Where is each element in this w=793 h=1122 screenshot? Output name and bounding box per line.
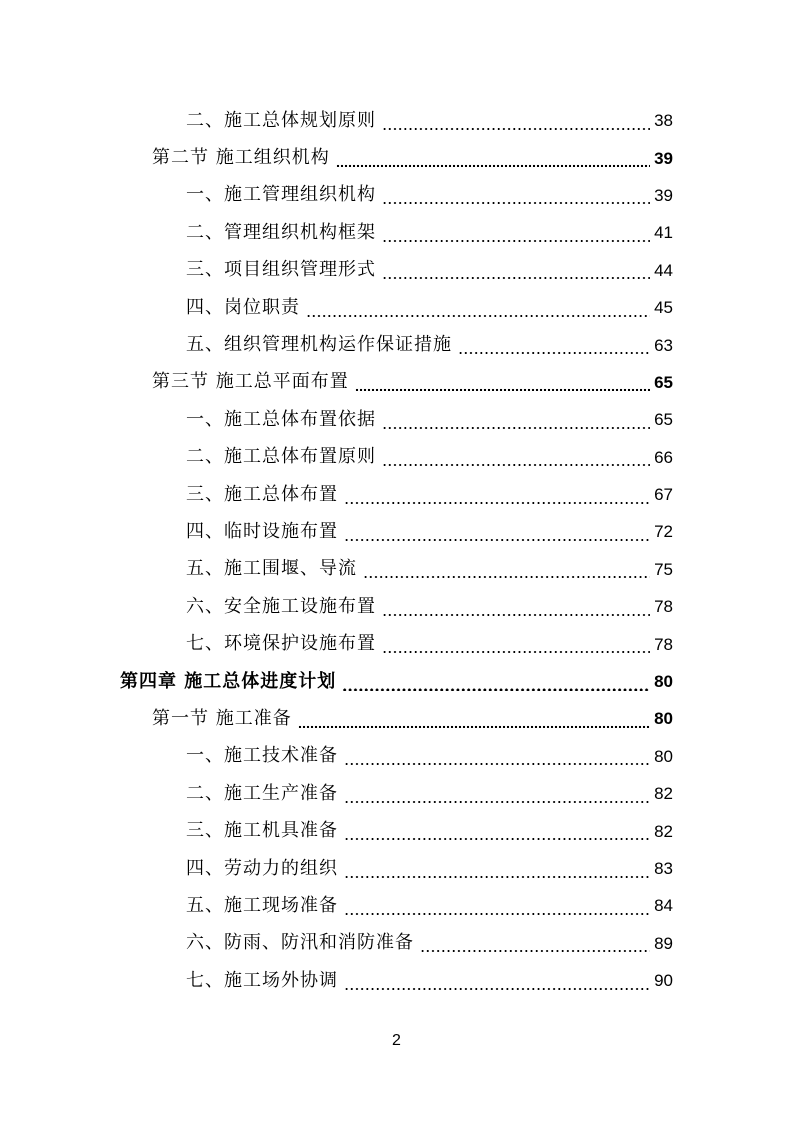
toc-entry-page: 78 [654, 597, 673, 617]
toc-entry-label: 第三节 施工总平面布置 [152, 371, 349, 393]
toc-entry-page: 83 [654, 859, 673, 878]
toc-dot-leader [382, 112, 650, 130]
toc-entry-page: 44 [654, 260, 673, 280]
toc-entry-label: 五、组织管理机构运作保证措施 [186, 334, 452, 356]
toc-dot-leader [298, 710, 650, 728]
toc-entry[interactable] [0, 513, 793, 550]
toc-entry[interactable] [0, 326, 793, 363]
toc-entry-page: 63 [654, 335, 673, 355]
toc-entry-page: 66 [654, 447, 673, 467]
toc-entry-page: 82 [654, 784, 673, 804]
toc-section-entry[interactable] [0, 364, 793, 401]
toc-entry-page: 65 [654, 372, 673, 392]
toc-dot-leader [344, 785, 650, 803]
toc-entry-page: 82 [654, 821, 673, 841]
toc-entry[interactable] [0, 401, 793, 438]
toc-entry-page: 38 [654, 111, 673, 131]
toc-dot-leader [382, 635, 650, 653]
toc-entry-label: 一、施工技术准备 [186, 745, 338, 767]
toc-entry-page: 75 [654, 559, 673, 579]
toc-entry-label: 二、施工总体规划原则 [186, 109, 376, 131]
toc-entry-label: 二、施工总体布置原则 [186, 446, 376, 468]
toc-entry-page: 80 [654, 709, 673, 729]
toc-dot-leader [344, 860, 650, 878]
toc-entry-page: 39 [654, 148, 673, 168]
toc-dot-leader [382, 186, 650, 204]
toc-entry[interactable] [0, 214, 793, 251]
toc-entry-page: 90 [654, 971, 673, 991]
toc-entry-label: 七、环境保护设施布置 [186, 633, 376, 655]
toc-dot-leader [344, 822, 650, 840]
toc-entry-label: 六、防雨、防汛和消防准备 [186, 932, 414, 954]
toc-entry[interactable] [0, 775, 793, 812]
toc-dot-leader [458, 336, 650, 354]
toc-entry[interactable] [0, 925, 793, 962]
toc-dot-leader [363, 560, 650, 578]
toc-entry-page: 84 [654, 896, 673, 916]
toc-entry-page: 72 [654, 522, 673, 542]
toc-entry-label: 二、管理组织机构框架 [186, 221, 376, 243]
toc-entry-page: 65 [654, 410, 673, 430]
toc-entry-label: 三、项目组织管理形式 [186, 259, 376, 281]
toc-entry-page: 39 [654, 185, 673, 205]
toc-entry[interactable] [0, 962, 793, 999]
toc-entry[interactable] [0, 551, 793, 588]
toc-dot-leader [344, 972, 650, 990]
toc-entry[interactable] [0, 887, 793, 924]
toc-entry-page: 78 [654, 634, 673, 654]
toc-entry-label: 五、施工围堰、导流 [186, 558, 357, 580]
toc-dot-leader [344, 523, 650, 541]
toc-chapter-entry[interactable] [0, 663, 793, 700]
toc-dot-leader [336, 149, 650, 167]
toc-entry[interactable] [0, 588, 793, 625]
toc-entry-label: 三、施工总体布置 [186, 483, 338, 505]
toc-entry-page: 41 [654, 223, 673, 243]
toc-dot-leader [382, 411, 650, 429]
toc-dot-leader [382, 598, 650, 616]
table-of-contents [0, 102, 793, 999]
toc-entry-page: 45 [654, 298, 673, 318]
toc-entry-label: 四、岗位职责 [186, 296, 300, 318]
toc-entry-label: 第二节 施工组织机构 [152, 147, 330, 169]
toc-dot-leader [382, 448, 650, 466]
toc-entry[interactable] [0, 625, 793, 662]
toc-entry-label: 四、临时设施布置 [186, 520, 338, 542]
toc-entry[interactable] [0, 252, 793, 289]
toc-entry-label: 五、施工现场准备 [186, 894, 338, 916]
toc-entry-page: 89 [654, 933, 673, 953]
toc-dot-leader [420, 934, 650, 952]
toc-entry-label: 二、施工生产准备 [186, 782, 338, 804]
toc-entry[interactable] [0, 177, 793, 214]
toc-dot-leader [344, 486, 650, 504]
toc-entry[interactable] [0, 812, 793, 849]
toc-entry-page: 80 [654, 672, 673, 692]
toc-entry-label: 一、施工总体布置依据 [186, 408, 376, 430]
toc-entry-label: 第四章 施工总体进度计划 [120, 670, 337, 692]
toc-dot-leader [355, 373, 650, 391]
toc-section-entry[interactable] [0, 700, 793, 737]
toc-entry-label: 第一节 施工准备 [152, 707, 292, 729]
toc-dot-leader [306, 299, 650, 317]
toc-dot-leader [382, 224, 650, 242]
toc-entry[interactable] [0, 476, 793, 513]
toc-entry-page: 80 [654, 746, 673, 766]
toc-dot-leader [344, 747, 650, 765]
page-number: 2 [392, 1032, 401, 1049]
toc-entry-label: 七、施工场外协调 [186, 969, 338, 991]
toc-entry[interactable] [0, 738, 793, 775]
toc-entry-label: 三、施工机具准备 [186, 820, 338, 842]
toc-dot-leader [344, 897, 650, 915]
toc-entry-label: 六、安全施工设施布置 [186, 595, 376, 617]
toc-entry[interactable] [0, 102, 793, 139]
toc-section-entry[interactable] [0, 139, 793, 176]
toc-dot-leader [382, 261, 650, 279]
toc-entry-label: 一、施工管理组织机构 [186, 184, 376, 206]
toc-entry[interactable] [0, 850, 793, 887]
toc-dot-leader [342, 673, 650, 691]
toc-entry-label: 四、劳动力的组织 [186, 857, 338, 879]
toc-entry[interactable] [0, 439, 793, 476]
toc-entry[interactable] [0, 289, 793, 326]
toc-entry-page: 67 [654, 485, 673, 505]
